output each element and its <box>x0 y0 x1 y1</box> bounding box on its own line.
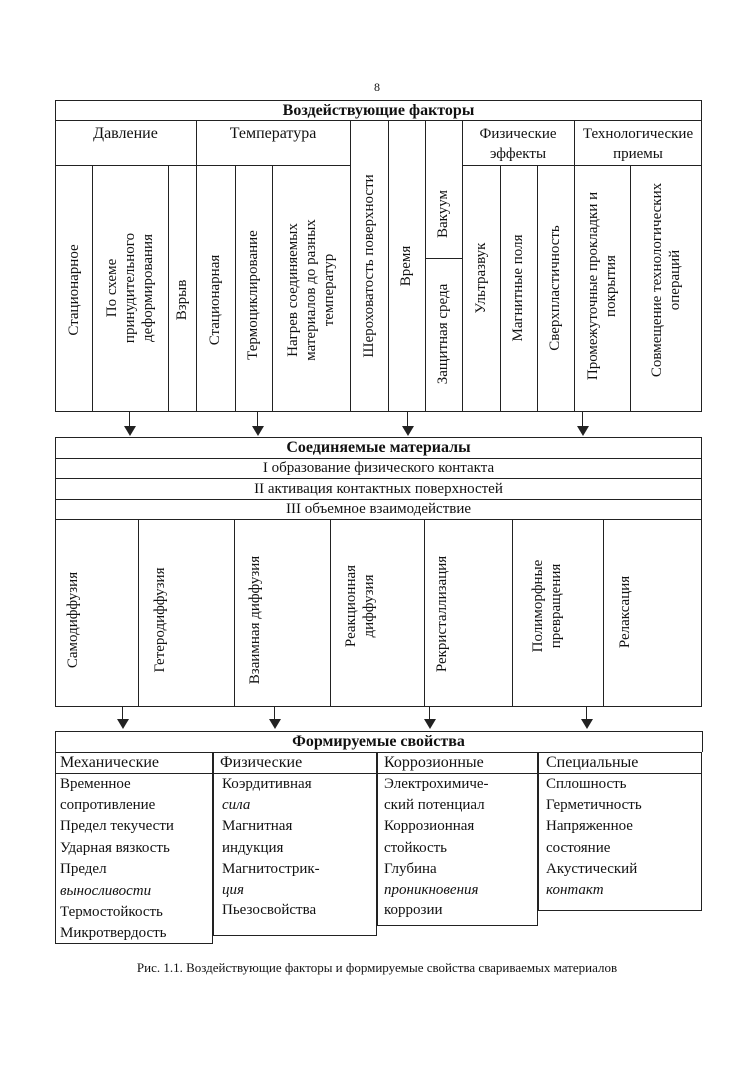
phys-line: индукция <box>222 840 284 856</box>
factor-stationary-temp: Стационарная <box>207 254 223 346</box>
corr-line: проникновения <box>384 882 479 898</box>
factor-stationary-pressure: Стационарное <box>66 244 82 336</box>
figure-caption: Рис. 1.1. Воздействующие факторы и формируемые свойства свариваемых материалов <box>136 960 618 975</box>
mech-line: Ударная вязкость <box>60 840 170 856</box>
corr-line: Коррозионная <box>384 818 475 834</box>
phys-line: Магнитострик- <box>222 861 320 877</box>
header-physical: Физические <box>220 754 303 771</box>
properties-title: Формируемые свойства <box>292 733 465 750</box>
page-number: 8 <box>374 80 380 94</box>
corr-line: коррозии <box>384 902 443 918</box>
factor-forced-deformation: По схеме принудительного деформирования <box>104 232 156 344</box>
phys-line: ция <box>222 882 244 898</box>
stage-3: III объемное взаимодействие <box>285 501 472 517</box>
group-technological: Технологические приемы <box>582 126 694 162</box>
process-self-diffusion: Самодиффузия <box>65 571 81 669</box>
factor-protective-medium: Защитная среда <box>435 283 451 385</box>
header-corrosion: Коррозионные <box>384 754 484 771</box>
mech-line: Микротвердость <box>60 925 167 941</box>
corr-line: Глубина <box>384 861 437 877</box>
mech-line: Временное <box>60 776 131 792</box>
factors-title: Воздействующие факторы <box>282 102 475 119</box>
mech-line: сопротивление <box>60 797 156 813</box>
mech-line: Предел <box>60 861 107 877</box>
materials-title: Соединяемые материалы <box>286 439 471 456</box>
group-physical-effects: Физические эффекты <box>479 126 557 162</box>
corr-line: стойкость <box>384 840 447 856</box>
factor-interlayers: Промежуточные прокладки и покрытия <box>585 191 619 381</box>
header-mechanical: Механические <box>60 754 160 771</box>
factor-ultrasound: Ультразвук <box>473 242 489 314</box>
factor-time: Время <box>398 245 414 287</box>
spec-line: Акустический <box>546 861 638 877</box>
spec-line: Напряженное <box>546 818 633 834</box>
process-recrystallization: Рекристаллизация <box>434 555 450 673</box>
corr-line: ский потенциал <box>384 797 485 813</box>
mech-line: Предел текучести <box>60 818 174 834</box>
process-mutual-diffusion: Взаимная диффузия <box>247 555 263 685</box>
process-hetero-diffusion: Гетеродиффузия <box>152 567 168 673</box>
process-relaxation: Релаксация <box>617 575 633 649</box>
header-special: Специальные <box>546 754 639 771</box>
factor-differential-heating: Нагрев соединяемых материалов до разных температур <box>285 219 337 361</box>
stage-1: I образование физического контакта <box>262 460 495 476</box>
process-polymorphic: Полиморфные превращения <box>530 559 564 653</box>
factor-vacuum: Вакуум <box>435 189 451 239</box>
mech-line: Термостойкость <box>60 904 163 920</box>
corr-line: Электрохимиче- <box>384 776 489 792</box>
factor-superplasticity: Сверхпластичность <box>547 225 563 351</box>
factor-explosion: Взрыв <box>174 279 190 321</box>
process-reaction-diffusion: Реакционная диффузия <box>343 564 377 648</box>
spec-line: состояние <box>546 840 611 856</box>
phys-line: Магнитная <box>222 818 293 834</box>
spec-line: контакт <box>546 882 604 898</box>
group-pressure: Давление <box>93 125 158 142</box>
mech-line: выносливости <box>60 883 152 899</box>
factor-magnetic-fields: Магнитные поля <box>510 234 526 342</box>
factor-roughness: Шероховатость поверхности <box>361 174 377 358</box>
group-temperature: Температура <box>229 125 317 142</box>
factor-combined-operations: Совмещение технологических операций <box>649 182 683 378</box>
factor-thermocycling: Термоциклирование <box>245 230 261 360</box>
stage-2: II активация контактных поверхностей <box>254 481 503 497</box>
spec-line: Герметичность <box>546 797 642 813</box>
phys-line: сила <box>222 797 251 813</box>
spec-line: Сплошность <box>546 776 627 792</box>
phys-line: Коэрдитивная <box>222 776 312 792</box>
phys-line: Пьезосвойства <box>222 902 317 918</box>
